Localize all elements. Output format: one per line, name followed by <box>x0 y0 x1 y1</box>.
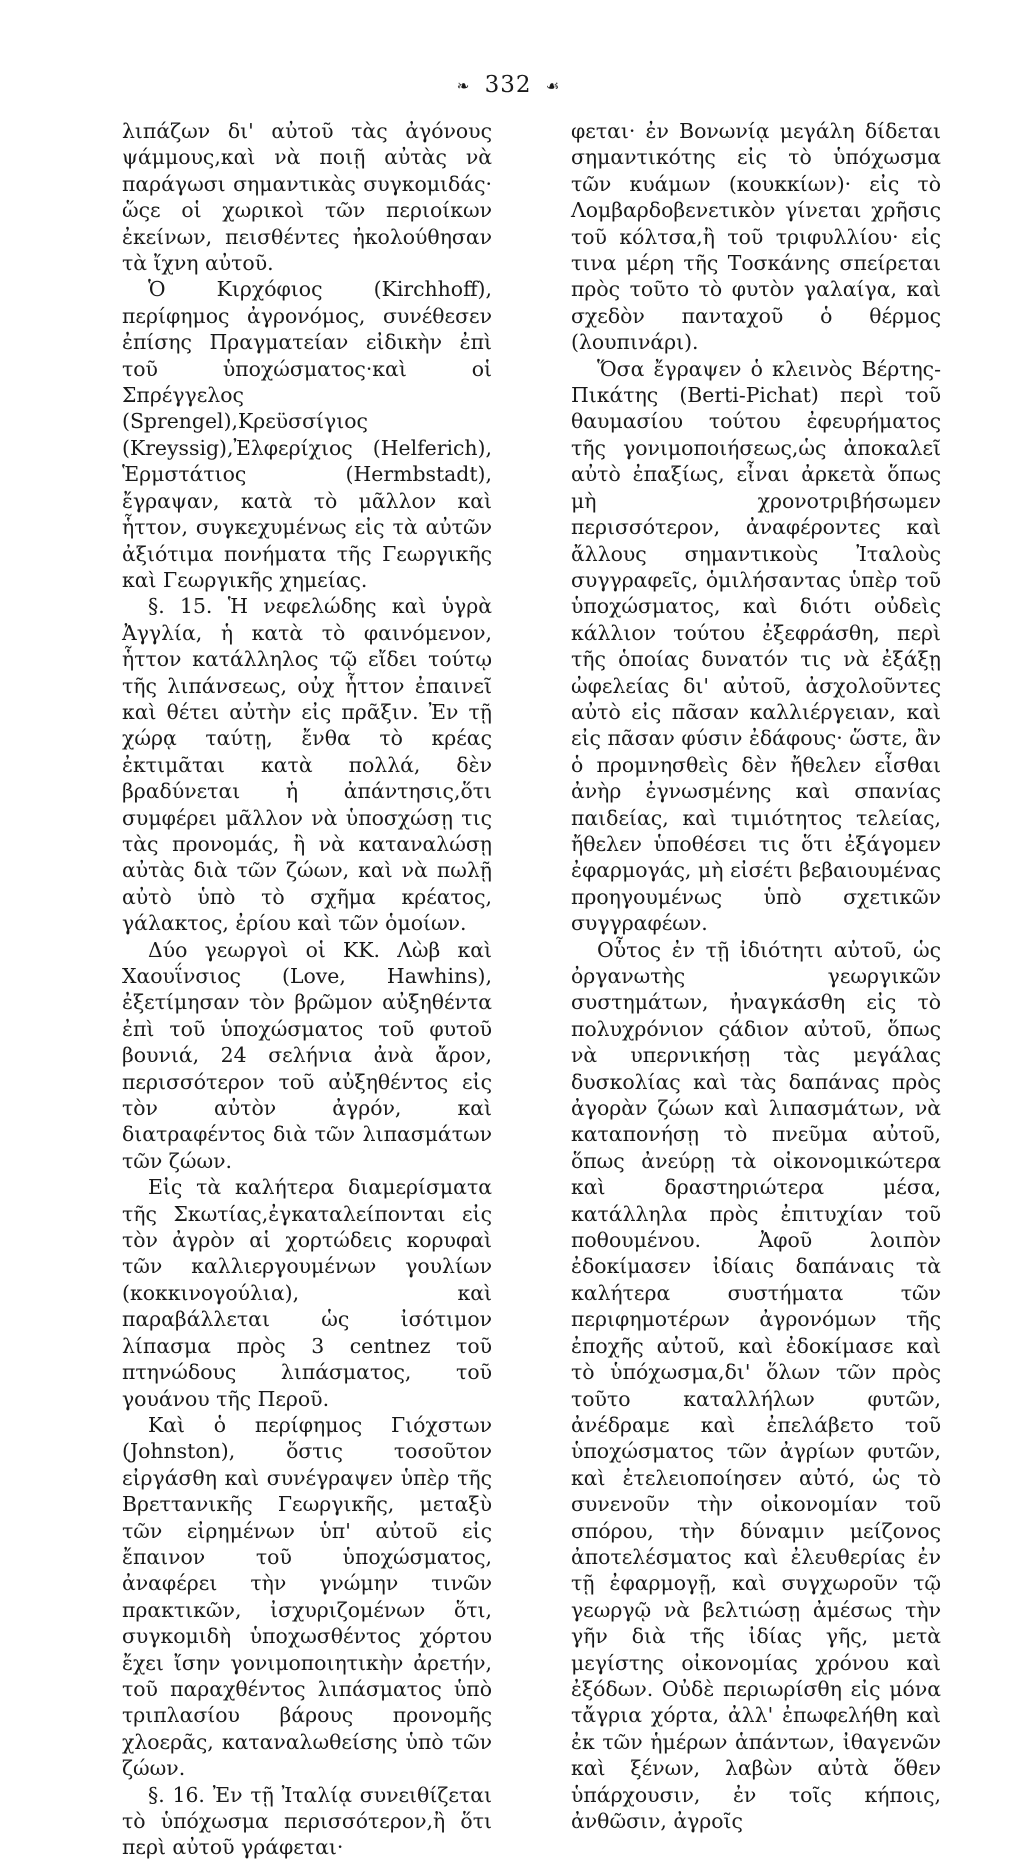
paragraph: Εἰς τὰ καλήτερα διαμερίσματα τῆς Σκωτίας,ἐγκαταλείπονται εἰς τὸν ἀγρὸν αἱ χορτώδεις κορυφαὶ τῶν καλλιεργουμένων γουλίων (κοκκινογούλια), καὶ παραβάλλεται ὡς ἰσότιμον λίπασμα πρὸς 3 centnez τοῦ πτηνώδους λιπάσματος, τοῦ γουάνου τῆς Περοῦ. <box>122 1175 492 1411</box>
paragraph: Δύο γεωργοὶ οἱ ΚΚ. Λὼβ καὶ Χαουΐνσιος (Love, Hawhins), ἐξετίμησαν τὸν βρῶμον αὐξηθέντα ἐπὶ τοῦ ὑποχώσματος τοῦ φυτοῦ βουνιά, 24 σελήνια ἀνὰ ἄρον, περισσότερον τοῦ αὐξηθέντος εἰς τὸν αὐτὸν ἀγρόν, καὶ διατραφέντος διὰ τῶν λιπασμάτων τῶν ζώων. <box>122 937 492 1173</box>
section-16-paragraph: §. 16. Ἐν τῇ Ἰταλίᾳ συνειθίζεται τὸ ὑπόχωσμα περισσότερον,ἢ ὅτι περὶ αὐτοῦ γράφεται· <box>122 1782 492 1860</box>
left-column <box>122 118 492 1861</box>
paragraph: Ὅσα ἔγραψεν ὁ κλεινὸς Βέρτης-Πικάτης (Berti-Pichat) περὶ τοῦ θαυμασίου τούτου ἐφευρήματος τῆς γονιμοποιήσεως,ὡς ἀποκαλεῖ αὐτὸ ἐπαξίως, εἶναι ἀρκετὰ ὅπως μὴ χρονοτριβήσωμεν περισσότερον, ἀναφέροντες καὶ ἄλλους σημαντικοὺς Ἰταλοὺς συγγραφεῖς, ὁμιλήσαντας ὑπὲρ τοῦ ὑποχώσματος, καὶ διότι οὐδεὶς κάλλιον τούτου ἐξεφράσθη, περὶ τῆς ὁποίας δυνατόν τις νὰ ἐξάξῃ ὠφελείας δι' αὐτοῦ, ἀσχολοῦντες αὐτὸ εἰς πᾶσαν καλλιέργειαν, καὶ εἰς πᾶσαν φύσιν ἐδάφους· ὥστε, ἂν ὁ προμνησθεὶς δὲν ἤθελεν εἶσθαι ἀνὴρ ἐγνωσμένης καὶ σπανίας παιδείας, καὶ τιμιότητος τελείας, ἤθελεν ὑποθέσει τις ὅτι ἐξάγομεν ἐφαρμογάς, μὴ εἰσέτι βεβαιουμένας προηγουμένως ὑπὸ σχετικῶν συγγραφέων. <box>571 356 941 936</box>
section-15-paragraph: §. 15. Ἡ νεφελώδης καὶ ὑγρὰ Ἀγγλία, ἡ κατὰ τὸ φαινόμενον, ἧττον κατάλληλος τῷ εἴδει τούτῳ τῆς λιπάνσεως, οὐχ ἧττον ἐπαινεῖ καὶ θέτει αὐτὴν εἰς πρᾶξιν. Ἐν τῇ χώρᾳ ταύτῃ, ἔνθα τὸ κρέας ἐκτιμᾶται κατὰ πολλά, δὲν βραδύνεται ἡ ἀπάντησις,ὅτι συμφέρει μᾶλλον νὰ ὑποσχώσῃ τις τὰς προνομάς, ἢ νὰ καταναλώσῃ αὐτὰς διὰ τῶν ζώων, καὶ νὰ πωλῇ αὐτὸ ὑπὸ τὸ σχῆμα κρέατος, γάλακτος, ἐρίου καὶ τῶν ὁμοίων. <box>122 594 492 936</box>
ornament-left-icon: ❧ <box>456 77 471 95</box>
paragraph: λιπάζων δι' αὐτοῦ τὰς ἀγόνους ψάμμους,καὶ νὰ ποιῇ αὐτὰς νὰ παράγωσι σημαντικὰς συγκομιδάς· ὥςε οἱ χωρικοὶ τῶν περιοίκων ἐκείνων, πεισθέντες ἠκολούθησαν τὰ ἴχνη αὐτοῦ. <box>122 119 492 276</box>
page-number: 332 <box>484 72 532 98</box>
paragraph: Οὗτος ἐν τῇ ἰδιότητι αὐτοῦ, ὡς ὀργανωτὴς γεωργικῶν συστημάτων, ἠναγκάσθη εἰς τὸ πολυχρόνιον ςάδιον αὐτοῦ, ὅπως νὰ υπερνικήσῃ τὰς μεγάλας δυσκολίας καὶ τὰς δαπάνας πρὸς ἀγορὰν ζώων καὶ λιπασμάτων, νὰ καταπονήσῃ τὸ πνεῦμα αὐτοῦ, ὅπως ἀνεύρῃ τὰ οἰκονομικώτερα καὶ δραστηριώτερα μέσα, κατάλληλα πρὸς ἐπιτυχίαν τοῦ ποθουμένου. Ἀφοῦ λοιπὸν ἐδοκίμασεν ἰδίαις δαπάναις τὰ καλήτερα συστήματα τῶν περιφημοτέρων ἀγρονόμων τῆς ἐποχῆς αὐτοῦ, καὶ ἐδοκίμασε καὶ τὸ ὑπόχωσμα,δι' ὅλων τῶν πρὸς τοῦτο καταλλήλων φυτῶν, ἀνέδραμε καὶ ἐπελάβετο τοῦ ὑποχώσματος τῶν ἀγρίων φυτῶν, καὶ ἐτελειοποίησεν αὐτό, ὡς τὸ συνενοῦν τὴν οἰκονομίαν τοῦ σπόρου, τὴν δύναμιν μείζονος ἀποτελέσματος καὶ ἐλευθερίας ἐν τῇ ἐφαρμογῇ, καὶ συγχωροῦν τῷ γεωργῷ νὰ βελτιώσῃ ἀμέσως τὴν γῆν διὰ τῆς ἰδίας γῆς, μετὰ μεγίστης οἰκονομίας χρόνου καὶ ἐξόδων. Οὐδὲ περιωρίσθη εἰς μόνα τἄγρια χόρτα, ἀλλ' ἐπωφελήθη καὶ ἐκ τῶν ἡμέρων ἁπάντων, ἰθαγενῶν καὶ ξένων, λαβὼν αὐτὰ ὅθεν ὑπάρχουσιν, ἐν τοῖς κήποις, ἀνθῶσιν, ἀγροῖς <box>571 937 941 1833</box>
ornament-right-icon: ☙ <box>545 77 561 95</box>
paragraph: Καὶ ὁ περίφημος Γιόχστων (Johnston), ὅστις τοσοῦτον εἰργάσθη καὶ συνέγραψεν ὑπὲρ τῆς Βρεττανικῆς Γεωργικῆς, μεταξὺ τῶν εἰρημένων ὑπ' αὐτοῦ εἰς ἔπαινον τοῦ ὑποχώσματος, ἀναφέρει τὴν γνώμην τινῶν πρακτικῶν, ἰσχυριζομένων ὅτι, συγκομιδὴ ὑποχωσθέντος χόρτου ἔχει ἴσην γονιμοποιητικὴν ἀρετήν, τοῦ παραχθέντος λιπάσματος ὑπὸ τριπλασίου βάρους προνομῆς χλοερᾶς, καταναλωθείσης ὑπὸ τῶν ζώων. <box>122 1412 492 1781</box>
paragraph: φεται· ἐν Βονωνίᾳ μεγάλη δίδεται σημαντικότης εἰς τὸ ὑπόχωσμα τῶν κυάμων (κουκκίων)· εἰς τὸ Λομβαρδοβενετικὸν γίνεται χρῆσις τοῦ κόλτσα,ἢ τοῦ τριφυλλίου· εἰς τινα μέρη τῆς Τοσκάνης σπείρεται πρὸς τοῦτο τὸ φυτὸν γαλαίγα, καὶ σχεδὸν πανταχοῦ ὁ θέρμος (λουπινάρι). <box>571 119 941 355</box>
right-column <box>571 118 941 1834</box>
page-header <box>0 72 1017 98</box>
paragraph: Ὁ Κιρχόφιος (Kirchhoff), περίφημος ἀγρονόμος, συνέθεσεν ἐπίσης Πραγματείαν εἰδικὴν ἐπὶ τοῦ ὑποχώσματος·καὶ οἱ Σπρέγγελος (Sprengel),Κρεϋσσίγιος (Kreyssig),Ἐλφερίχιος (Helferich), Ἑρμστάτιος (Hermbstadt), ἔγραψαν, κατὰ τὸ μᾶλλον καὶ ἧττον, συγκεχυμένως εἰς τὰ αὐτῶν ἀξιότιμα πονήματα τῆς Γεωργικῆς καὶ Γεωργικῆς χημείας. <box>122 277 492 592</box>
